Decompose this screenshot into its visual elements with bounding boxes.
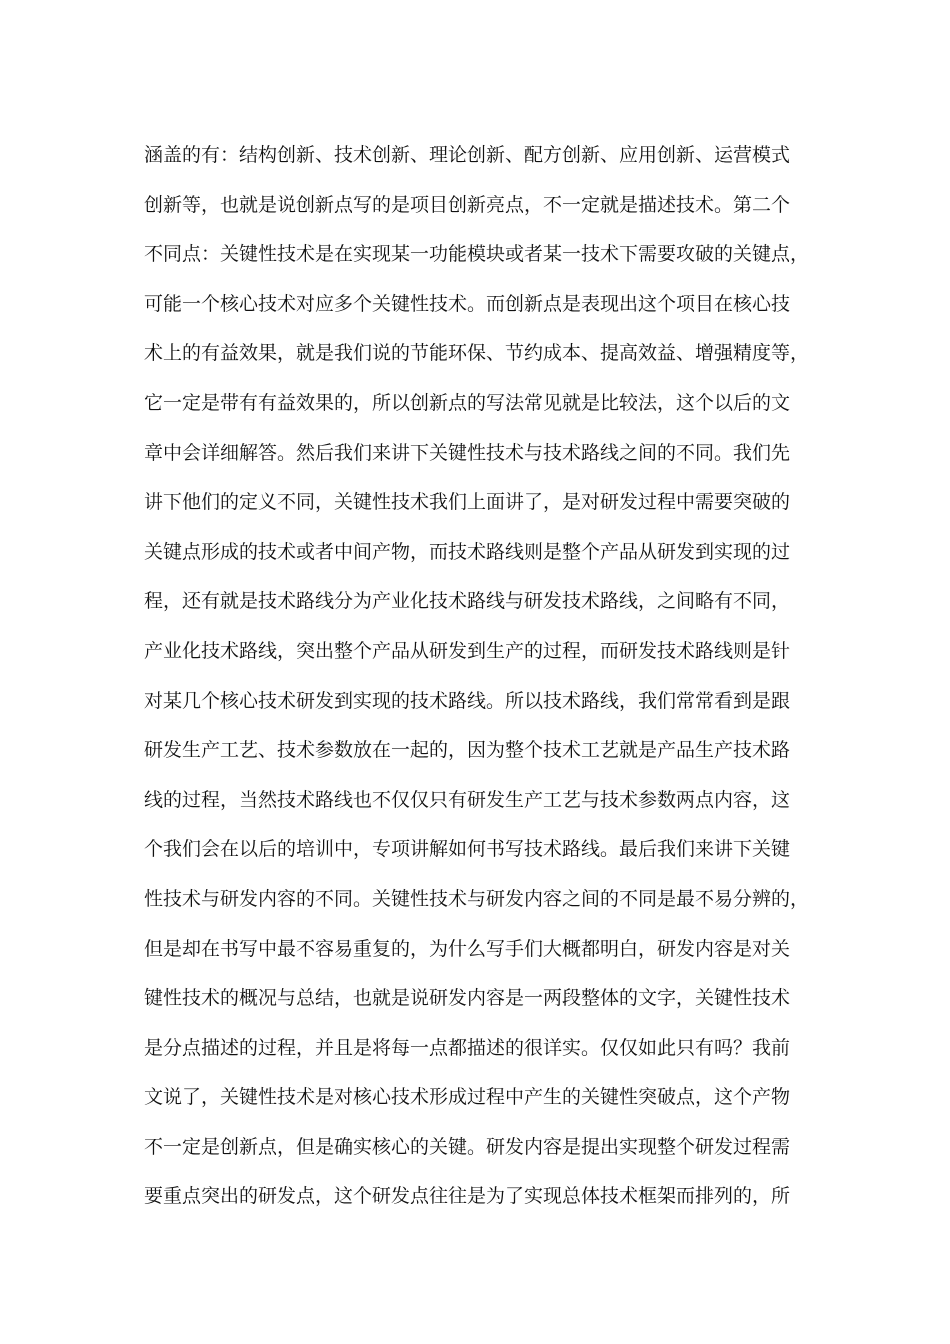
text-line: 不一定是创新点，但是确实核心的关键。研发内容是提出实现整个研发过程需 <box>144 1135 791 1158</box>
text-line: 章中会详细解答。然后我们来讲下关键性技术与技术路线之间的不同。我们先 <box>144 441 791 464</box>
text-line: 研发生产工艺、技术参数放在一起的，因为整个技术工艺就是产品生产技术路 <box>144 739 791 762</box>
text-line: 它一定是带有有益效果的，所以创新点的写法常见就是比较法，这个以后的文 <box>144 391 791 414</box>
text-line: 创新等，也就是说创新点写的是项目创新亮点，不一定就是描述技术。第二个 <box>144 193 791 216</box>
text-line: 文说了，关键性技术是对核心技术形成过程中产生的关键性突破点，这个产物 <box>144 1086 791 1109</box>
text-line: 要重点突出的研发点，这个研发点往往是为了实现总体技术框架而排列的，所 <box>144 1185 791 1208</box>
text-line: 键性技术的概况与总结，也就是说研发内容是一两段整体的文字，关键性技术 <box>144 987 791 1010</box>
text-line: 对某几个核心技术研发到实现的技术路线。所以技术路线，我们常常看到是跟 <box>144 689 791 712</box>
body-text <box>144 131 809 1222</box>
text-line: 可能一个核心技术对应多个关键性技术。而创新点是表现出这个项目在核心技 <box>144 292 791 315</box>
text-line: 线的过程，当然技术路线也不仅仅只有研发生产工艺与技术参数两点内容，这 <box>144 788 791 811</box>
text-line: 涵盖的有：结构创新、技术创新、理论创新、配方创新、应用创新、运营模式 <box>144 144 791 166</box>
text-line: 关键点形成的技术或者中间产物，而技术路线则是整个产品从研发到实现的过 <box>144 540 791 563</box>
text-line: 术上的有益效果，就是我们说的节能环保、节约成本、提高效益、增强精度等， <box>144 342 810 365</box>
text-line: 但是却在书写中最不容易重复的，为什么写手们大概都明白，研发内容是对关 <box>144 937 791 960</box>
text-line: 不同点：关键性技术是在实现某一功能模块或者某一技术下需要攻破的关键点， <box>144 243 810 266</box>
text-line: 性技术与研发内容的不同。关键性技术与研发内容之间的不同是最不易分辨的， <box>144 887 810 910</box>
text-line: 程，还有就是技术路线分为产业化技术路线与研发技术路线，之间略有不同， <box>144 590 791 613</box>
text-line: 个我们会在以后的培训中，专项讲解如何书写技术路线。最后我们来讲下关键 <box>144 838 791 861</box>
text-line: 是分点描述的过程，并且是将每一点都描述的很详实。仅仅如此只有吗？我前 <box>144 1036 791 1059</box>
text-line: 产业化技术路线，突出整个产品从研发到生产的过程，而研发技术路线则是针 <box>144 639 791 662</box>
text-line: 讲下他们的定义不同，关键性技术我们上面讲了，是对研发过程中需要突破的 <box>144 491 791 514</box>
